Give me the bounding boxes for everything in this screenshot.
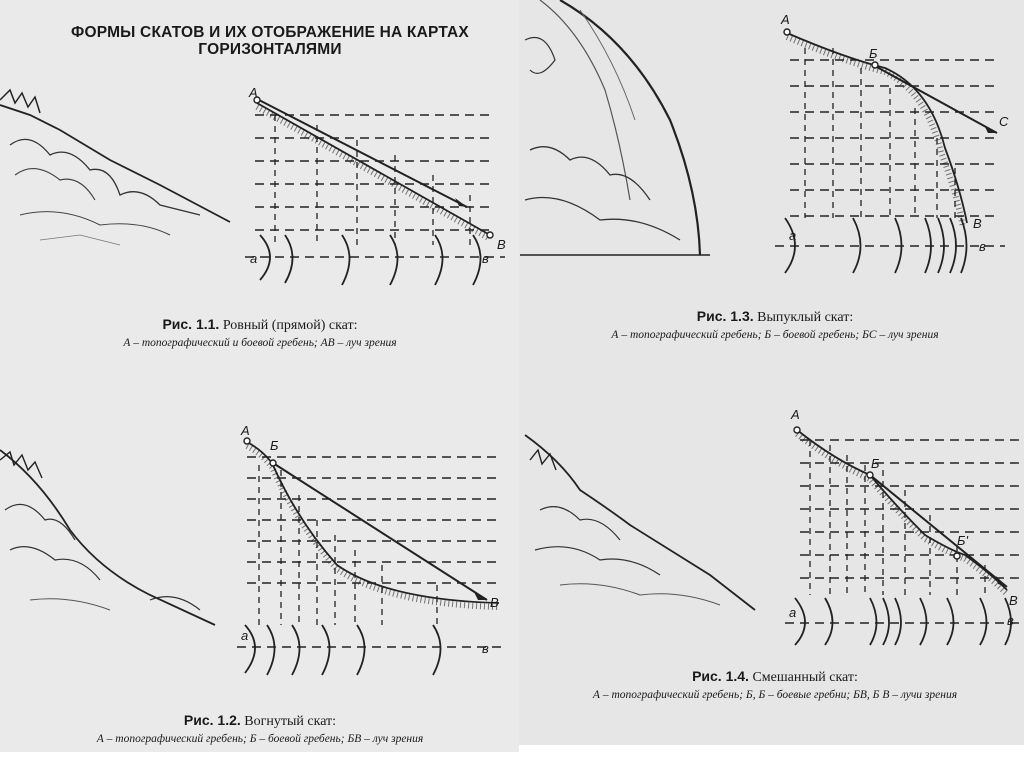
fig-1-2-label-b: В — [490, 595, 499, 610]
fig-1-3-number: Рис. 1.3. — [696, 308, 754, 324]
fig-1-2-label-a: А — [241, 423, 250, 438]
fig-1-2-legend: А – топографический гребень; Б – боевой гребень; БВ – луч зрения — [96, 733, 424, 745]
fig-1-3-legend: А – топографический гребень; Б – боевой гребень; БС – луч зрения — [611, 329, 939, 341]
fig-1-3-diagram — [775, 8, 1015, 278]
fig-1-3-label-small-a: а — [789, 228, 797, 243]
fig-1-4-number: Рис. 1.4. — [692, 668, 749, 684]
fig-1-3-landscape — [520, 0, 720, 260]
fig-1-1-number: Рис. 1.1. — [162, 316, 220, 332]
fig-1-2-label-b-crest: Б — [270, 438, 279, 453]
fig-1-3-label-c: С — [999, 114, 1009, 129]
fig-1-1-legend: А – топографический и боевой гребень; АВ – луч зрения — [123, 337, 397, 349]
fig-1-2-diagram — [237, 425, 502, 685]
fig-1-4-label-a: А — [791, 407, 800, 422]
fig-1-3-label-b-crest: Б — [869, 46, 878, 61]
fig-1-2-label-small-a: а — [241, 628, 249, 643]
fig-1-2-caption — [20, 712, 500, 745]
fig-1-1-diagram — [245, 85, 505, 285]
fig-1-4-label-b-crest-2: Б' — [957, 533, 968, 548]
fig-1-1-label-small-v: в — [482, 251, 489, 266]
fig-1-1-label-a: А — [249, 85, 258, 100]
fig-1-3-label-a: А — [781, 12, 790, 27]
fig-1-1-caption — [20, 316, 500, 349]
fig-1-1-landscape — [0, 85, 240, 265]
fig-1-2-number: Рис. 1.2. — [183, 712, 241, 728]
fig-1-2-label-small-v: в — [482, 641, 489, 656]
title-line-1: ФОРМЫ СКАТОВ И ИХ ОТОБРАЖЕНИЕ НА КАРТАХ — [71, 24, 469, 41]
fig-1-3-label-small-v: в — [979, 239, 986, 254]
fig-1-2-name: Вогнутый скат: — [244, 714, 337, 729]
fig-1-4-label-b-crest-1: Б — [871, 456, 880, 471]
fig-1-4-label-b: В — [1009, 593, 1018, 608]
fig-1-4-label-small-v: в — [1007, 613, 1014, 628]
fig-1-3-label-b: В — [973, 216, 982, 231]
fig-1-4-landscape — [520, 430, 760, 620]
fig-1-1-label-b: В — [497, 237, 506, 252]
fig-1-3-name: Выпуклый скат: — [757, 310, 854, 325]
fig-1-4-caption — [540, 668, 1010, 701]
fig-1-1-name: Ровный (прямой) скат: — [222, 318, 358, 333]
fig-1-1-label-small-a: а — [250, 251, 258, 266]
fig-1-4-label-small-a: а — [789, 605, 797, 620]
fig-1-4-name: Смешанный скат: — [752, 670, 858, 685]
fig-1-4-diagram — [785, 405, 1024, 645]
fig-1-3-caption — [540, 308, 1010, 341]
fig-1-4-legend: А – топографический гребень; Б, Б – боевые гребни; БВ, Б В – лучи зрения — [592, 689, 958, 701]
fig-1-2-landscape — [0, 440, 230, 640]
page-title — [40, 24, 500, 58]
title-line-2: ГОРИЗОНТАЛЯМИ — [198, 41, 342, 58]
